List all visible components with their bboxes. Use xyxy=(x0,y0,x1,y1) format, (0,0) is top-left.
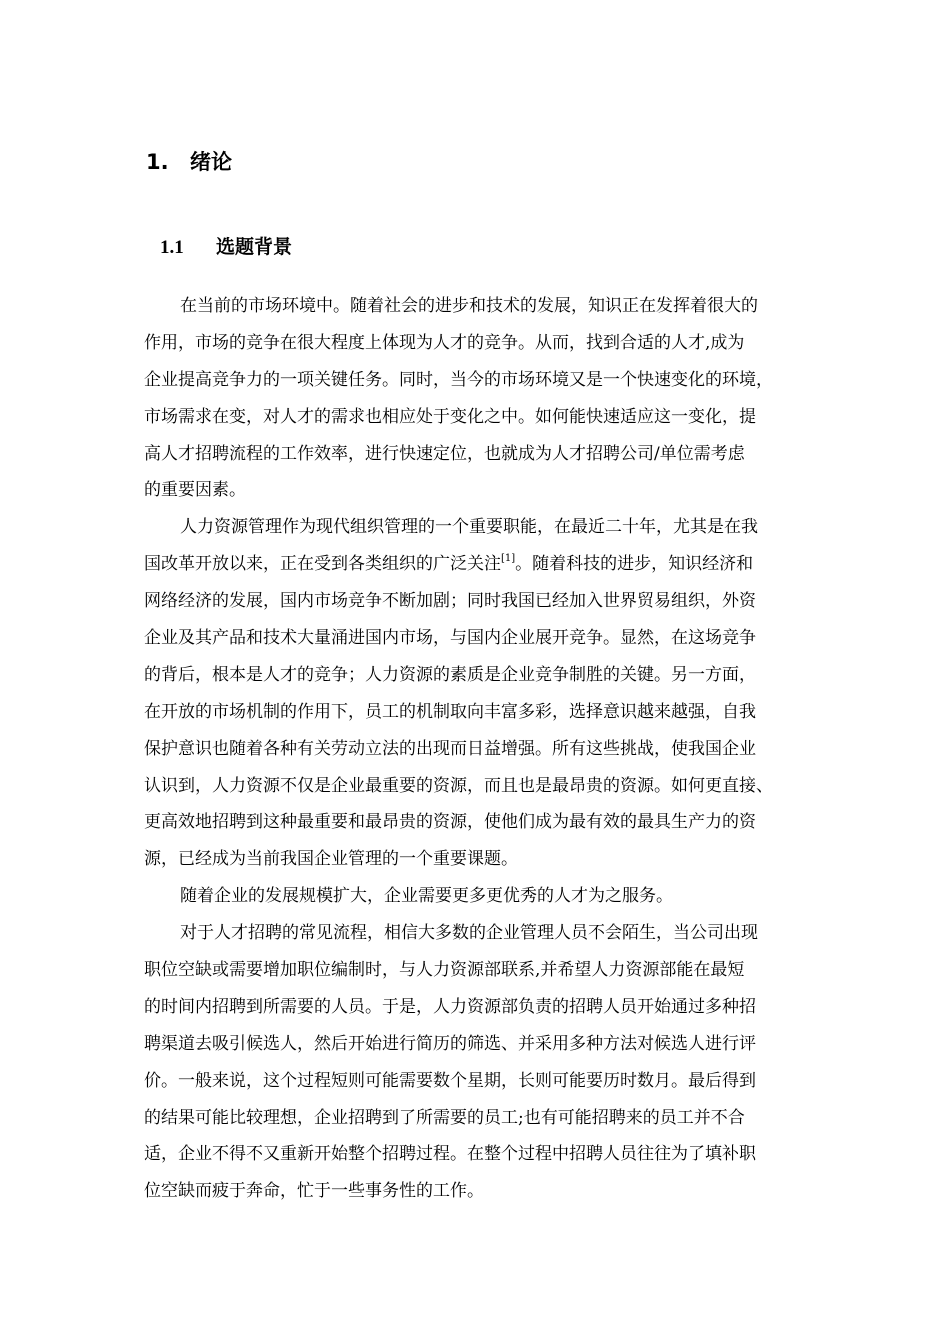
paragraph-line: 价。一般来说，这个过程短则可能需要数个星期，长则可能要历时数月。最后得到 xyxy=(144,1070,756,1091)
paragraph-line: 的结果可能比较理想，企业招聘到了所需要的员工;也有可能招聘来的员工并不合 xyxy=(144,1107,745,1128)
paragraph-line xyxy=(144,546,844,583)
citation-mark: [1] xyxy=(501,552,516,564)
paragraph-line: 对于人才招聘的常见流程，相信大多数的企业管理人员不会陌生，当公司出现 xyxy=(180,923,758,944)
section-number: 1.1 xyxy=(160,237,184,258)
paragraph-line: 聘渠道去吸引候选人，然后开始进行简历的筛选、并采用多种方法对候选人进行评 xyxy=(144,1033,756,1054)
paragraph-line: 更高效地招聘到这种最重要和最昂贵的资源，使他们成为最有效的最具生产力的资 xyxy=(144,812,756,833)
chapter-number: 1. xyxy=(146,150,169,174)
paragraph-line: 源，已经成为当前我国企业管理的一个重要课题。 xyxy=(144,849,518,870)
paragraph-line: 适，企业不得不又重新开始整个招聘过程。在整个过程中招聘人员往往为了填补职 xyxy=(144,1144,756,1165)
chapter-title: 绪论 xyxy=(190,150,232,174)
paragraph-line: 的背后，根本是人才的竞争；人力资源的素质是企业竞争制胜的关键。另一方面， xyxy=(144,664,756,685)
paragraph-line: 保护意识也随着各种有关劳动立法的出现而日益增强。所有这些挑战，使我国企业 xyxy=(144,738,756,759)
paragraph-line: 网络经济的发展，国内市场竞争不断加剧；同时我国已经加入世界贸易组织，外资 xyxy=(144,591,756,612)
body-text xyxy=(144,288,844,1210)
paragraph-line: 在当前的市场环境中。随着社会的进步和技术的发展，知识正在发挥着很大的 xyxy=(180,296,758,316)
paragraph-line: 职位空缺或需要增加职位编制时，与人力资源部联系,并希望人力资源部能在最短 xyxy=(144,960,745,981)
paragraph-line: 作用，市场的竞争在很大程度上体现为人才的竞争。从而，找到合适的人才,成为 xyxy=(144,332,745,353)
paragraph-line: 位空缺而疲于奔命，忙于一些事务性的工作。 xyxy=(144,1181,484,1202)
paragraph-line-tail: 。随着科技的进步，知识经济和 xyxy=(515,554,754,575)
paragraph-line: 高人才招聘流程的工作效率，进行快速定位，也就成为人才招聘公司/单位需考虑 xyxy=(144,443,745,464)
paragraph-line: 的时间内招聘到所需要的人员。于是，人力资源部负责的招聘人员开始通过多种招 xyxy=(144,996,756,1017)
paragraph-line: 企业提高竞争力的一项关键任务。同时，当今的市场环境又是一个快速变化的环境， xyxy=(144,369,773,390)
paragraph-line: 企业及其产品和技术大量涌进国内市场，与国内企业展开竞争。显然，在这场竞争 xyxy=(144,628,756,649)
section-heading xyxy=(160,232,292,259)
paragraph-line: 随着企业的发展规模扩大，企业需要更多更优秀的人才为之服务。 xyxy=(180,886,673,907)
paragraph-line: 人力资源管理作为现代组织管理的一个重要职能，在最近二十年，尤其是在我 xyxy=(180,517,758,538)
paragraph-line: 市场需求在变，对人才的需求也相应处于变化之中。如何能快速适应这一变化，提 xyxy=(144,406,756,427)
paragraph-line: 的重要因素。 xyxy=(144,480,246,501)
paragraph-line: 认识到，人力资源不仅是企业最重要的资源，而且也是最昂贵的资源。如何更直接、 xyxy=(144,775,773,796)
section-title: 选题背景 xyxy=(216,236,293,258)
paragraph-line: 在开放的市场机制的作用下，员工的机制取向丰富多彩，选择意识越来越强，自我 xyxy=(144,701,756,722)
paragraph-line-text: 国改革开放以来，正在受到各类组织的广泛关注 xyxy=(144,554,501,575)
chapter-heading xyxy=(146,146,232,176)
